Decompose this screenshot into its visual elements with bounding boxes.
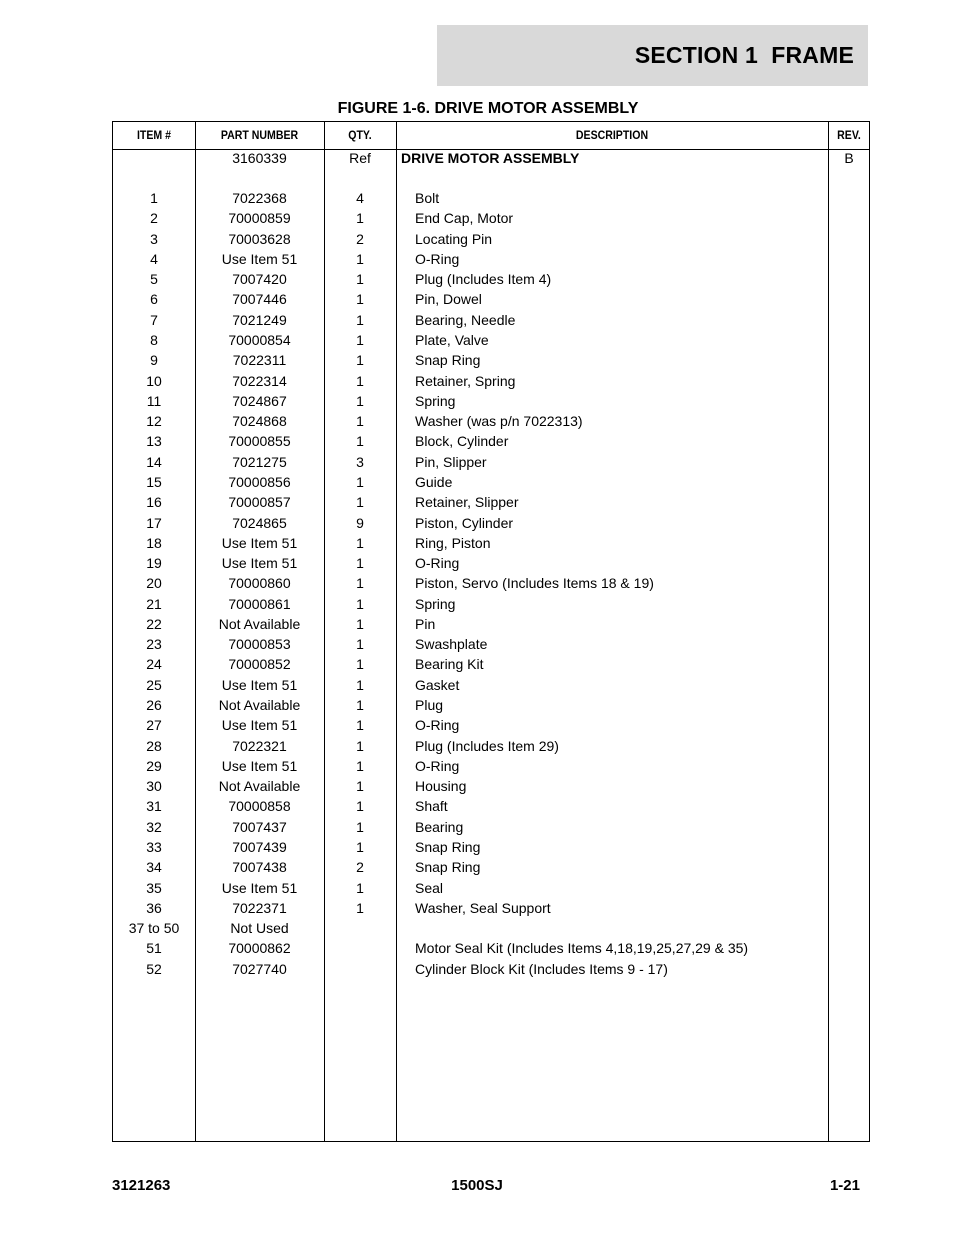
quantity: 1 [356, 210, 364, 227]
table-row [113, 634, 869, 654]
quantity: 1 [356, 879, 364, 896]
part-number: Use Item 51 [221, 676, 298, 693]
item-number: 15 [146, 473, 162, 490]
description: O-Ring [415, 757, 460, 774]
description: Plate, Valve [415, 332, 489, 348]
table-row [113, 796, 869, 816]
table-row [113, 594, 869, 614]
item-number: 28 [146, 737, 162, 754]
part-number: 7022371 [232, 899, 287, 916]
table-row [113, 573, 869, 593]
part-number: 7024865 [232, 514, 287, 531]
table-row [113, 715, 869, 735]
item-number: 6 [150, 291, 158, 308]
quantity: 2 [356, 859, 364, 876]
quantity: 1 [356, 352, 364, 369]
quantity [324, 938, 396, 958]
description: Block, Cylinder [415, 433, 509, 450]
description: Piston, Servo (Includes Items 18 & 19) [415, 575, 654, 592]
part-number: Not Available [218, 615, 301, 632]
description: Motor Seal Kit (Includes Items 4,18,19,25,27,29 & 35) [415, 940, 749, 957]
part-number: 70000862 [228, 940, 291, 957]
item-number: 33 [146, 839, 162, 855]
quantity: 1 [356, 798, 364, 815]
quantity: 1 [356, 332, 364, 348]
item-number: 16 [146, 494, 162, 511]
item-number: 36 [146, 899, 162, 916]
description: Retainer, Slipper [415, 494, 519, 511]
part-number: 70000856 [228, 473, 291, 490]
item-number: 30 [146, 778, 162, 795]
quantity: 1 [356, 595, 364, 612]
quantity: 1 [356, 575, 364, 592]
item-number: 9 [150, 352, 158, 369]
assembly-row [113, 148, 869, 168]
description: Bearing, Needle [415, 311, 516, 328]
part-number: Use Item 51 [221, 555, 298, 571]
item-number: 10 [146, 372, 162, 389]
item-number: 17 [146, 514, 162, 531]
description: Bearing Kit [415, 656, 484, 673]
table-row [113, 249, 869, 269]
description: Washer (was p/n 7022313) [415, 413, 583, 430]
description: Plug (Includes Item 4) [415, 271, 552, 288]
table-row [113, 878, 869, 898]
table-row [113, 756, 869, 776]
part-number: 70000852 [228, 656, 291, 673]
column-header-qty: QTY. [348, 128, 372, 142]
item-number: 7 [150, 311, 158, 328]
part-number: 7007437 [232, 818, 287, 835]
item-number: 5 [150, 271, 158, 288]
part-number: 7024867 [232, 392, 287, 409]
part-number: 7027740 [232, 960, 287, 977]
quantity: 1 [356, 778, 364, 795]
quantity: 1 [356, 676, 364, 693]
description: Pin, Slipper [415, 453, 487, 470]
part-number: Use Item 51 [221, 717, 298, 734]
item-number: 3 [150, 230, 158, 247]
table-row [113, 817, 869, 837]
quantity: 1 [356, 413, 364, 430]
part-number: 70003628 [228, 230, 291, 247]
part-number: 70000861 [228, 595, 291, 612]
quantity: 1 [356, 291, 364, 308]
assembly-description: DRIVE MOTOR ASSEMBLY [401, 150, 580, 166]
part-number: Use Item 51 [221, 250, 298, 267]
item-number: 1 [150, 190, 158, 206]
table-row [113, 269, 869, 289]
column-header-part-number: PART NUMBER [220, 128, 299, 142]
section-title: SECTION 1 FRAME [634, 42, 854, 68]
item-number: 14 [146, 453, 162, 470]
footer-model: 1500SJ [451, 1177, 503, 1194]
item-number: 19 [146, 555, 162, 571]
item-number: 18 [146, 534, 162, 551]
description: Pin [415, 615, 436, 632]
quantity [324, 959, 396, 979]
part-number: 7007438 [232, 859, 287, 876]
footer-doc-number: 3121263 [112, 1177, 171, 1194]
item-number: 2 [150, 210, 158, 227]
quantity: 1 [356, 372, 364, 389]
quantity: 1 [356, 899, 364, 916]
part-number: 7022311 [232, 352, 287, 369]
table-row [113, 310, 869, 330]
parts-table [112, 121, 870, 1142]
description: Shaft [415, 798, 448, 815]
quantity: 9 [356, 514, 364, 531]
quantity [324, 918, 396, 938]
description: Pin, Dowel [415, 291, 482, 308]
item-number: 35 [146, 879, 162, 896]
item-number: 4 [150, 250, 158, 267]
part-number: Not Used [230, 920, 289, 937]
part-number: Use Item 51 [221, 879, 298, 896]
item-number: 52 [146, 960, 162, 977]
part-number: 7024868 [232, 413, 287, 430]
quantity: 1 [356, 555, 364, 571]
table-row [113, 959, 869, 979]
part-number: 7021275 [232, 453, 287, 470]
part-number: 70000853 [228, 636, 291, 653]
quantity: 1 [356, 473, 364, 490]
quantity: 1 [356, 757, 364, 774]
description: End Cap, Motor [415, 210, 514, 227]
quantity: 1 [356, 615, 364, 632]
part-number: Not Available [218, 697, 301, 713]
quantity: 1 [356, 311, 364, 328]
table-row [113, 898, 869, 918]
assembly-part-number: 3160339 [232, 150, 287, 166]
quantity: 1 [356, 392, 364, 409]
description: Washer, Seal Support [415, 899, 551, 916]
item-number: 25 [146, 676, 162, 693]
item-number: 20 [146, 575, 162, 592]
description: Ring, Piston [415, 534, 491, 551]
quantity: 1 [356, 818, 364, 835]
quantity: 1 [356, 271, 364, 288]
table-row [113, 776, 869, 796]
part-number: 7007439 [232, 839, 287, 855]
quantity: 3 [356, 453, 364, 470]
table-row [113, 513, 869, 533]
description: Plug [415, 697, 444, 713]
part-number: 7007420 [232, 271, 287, 288]
footer-page-number: 1-21 [829, 1177, 860, 1194]
description [415, 918, 825, 938]
table-row [113, 918, 869, 938]
table-row [113, 857, 869, 877]
item-number: 21 [146, 595, 162, 612]
item-number: 13 [146, 433, 162, 450]
table-row [113, 431, 869, 451]
item-number: 37 to 50 [128, 920, 180, 937]
description: O-Ring [415, 555, 460, 571]
quantity: 1 [356, 494, 364, 511]
part-number: 7021249 [232, 311, 287, 328]
table-row [113, 695, 869, 715]
table-row [113, 229, 869, 249]
item-number: 29 [146, 757, 162, 774]
table-row [113, 289, 869, 309]
quantity: 1 [356, 433, 364, 450]
quantity: 1 [356, 656, 364, 673]
item-number: 11 [146, 392, 162, 409]
description: Housing [415, 778, 467, 795]
description: Seal [415, 879, 444, 896]
description: Snap Ring [415, 859, 481, 876]
item-number: 26 [146, 697, 162, 713]
part-number: 7022314 [232, 372, 287, 389]
quantity: 1 [356, 636, 364, 653]
description: Cylinder Block Kit (Includes Items 9 - 17) [415, 960, 668, 977]
part-number: 70000860 [228, 575, 291, 592]
part-number: Not Available [218, 778, 301, 795]
quantity: 1 [356, 839, 364, 855]
item-number: 27 [146, 717, 162, 734]
table-row [113, 188, 869, 208]
description: Bolt [415, 190, 440, 206]
quantity: 4 [356, 190, 364, 206]
item-number: 8 [150, 332, 158, 348]
column-header-rev: REV. [837, 128, 861, 142]
quantity: 1 [356, 534, 364, 551]
assembly-rev: B [844, 150, 854, 166]
description: Retainer, Spring [415, 372, 516, 389]
quantity: 1 [356, 737, 364, 754]
description: Snap Ring [415, 352, 481, 369]
table-row [113, 330, 869, 350]
part-number: 70000854 [228, 332, 291, 348]
description: Spring [415, 595, 456, 612]
table-row [113, 411, 869, 431]
item-number: 51 [146, 940, 162, 957]
table-row [113, 837, 869, 857]
table-row [113, 452, 869, 472]
item-number: 32 [146, 818, 162, 835]
description: Gasket [415, 676, 460, 693]
item-number: 31 [146, 798, 162, 815]
quantity: 2 [356, 230, 364, 247]
table-row [113, 492, 869, 512]
table-row [113, 391, 869, 411]
description: Spring [415, 392, 456, 409]
part-number: 70000857 [228, 494, 291, 511]
section-header [437, 25, 868, 86]
part-number: 70000858 [228, 798, 291, 815]
description: Snap Ring [415, 839, 481, 855]
table-row [113, 614, 869, 634]
table-row [113, 472, 869, 492]
item-number: 23 [146, 636, 162, 653]
description: Plug (Includes Item 29) [415, 737, 559, 754]
assembly-qty: Ref [349, 150, 371, 166]
item-number: 24 [146, 656, 162, 673]
description: Swashplate [415, 636, 488, 653]
table-row [113, 350, 869, 370]
table-row [113, 533, 869, 553]
part-number: Use Item 51 [221, 534, 298, 551]
table-row [113, 736, 869, 756]
part-number: Use Item 51 [221, 757, 298, 774]
part-number: 7022321 [232, 737, 287, 754]
item-number: 34 [146, 859, 162, 876]
table-row [113, 553, 869, 573]
item-number: 22 [146, 615, 162, 632]
quantity: 1 [356, 250, 364, 267]
quantity: 1 [356, 697, 364, 713]
table-row [113, 654, 869, 674]
column-header-description: DESCRIPTION [575, 128, 649, 142]
description: Bearing [415, 818, 464, 835]
item-number: 12 [146, 413, 162, 430]
table-row [113, 675, 869, 695]
column-header-item: ITEM # [136, 128, 172, 142]
description: Locating Pin [415, 230, 493, 247]
figure-title: FIGURE 1-6. DRIVE MOTOR ASSEMBLY [337, 100, 639, 117]
quantity: 1 [356, 717, 364, 734]
table-row [113, 938, 869, 958]
table-row [113, 208, 869, 228]
table-row [113, 371, 869, 391]
description: Piston, Cylinder [415, 514, 514, 531]
part-number: 70000859 [228, 210, 291, 227]
part-number: 7022368 [232, 190, 287, 206]
part-number: 70000855 [228, 433, 291, 450]
description: Guide [415, 473, 453, 490]
part-number: 7007446 [232, 291, 287, 308]
description: O-Ring [415, 250, 460, 267]
description: O-Ring [415, 717, 460, 734]
